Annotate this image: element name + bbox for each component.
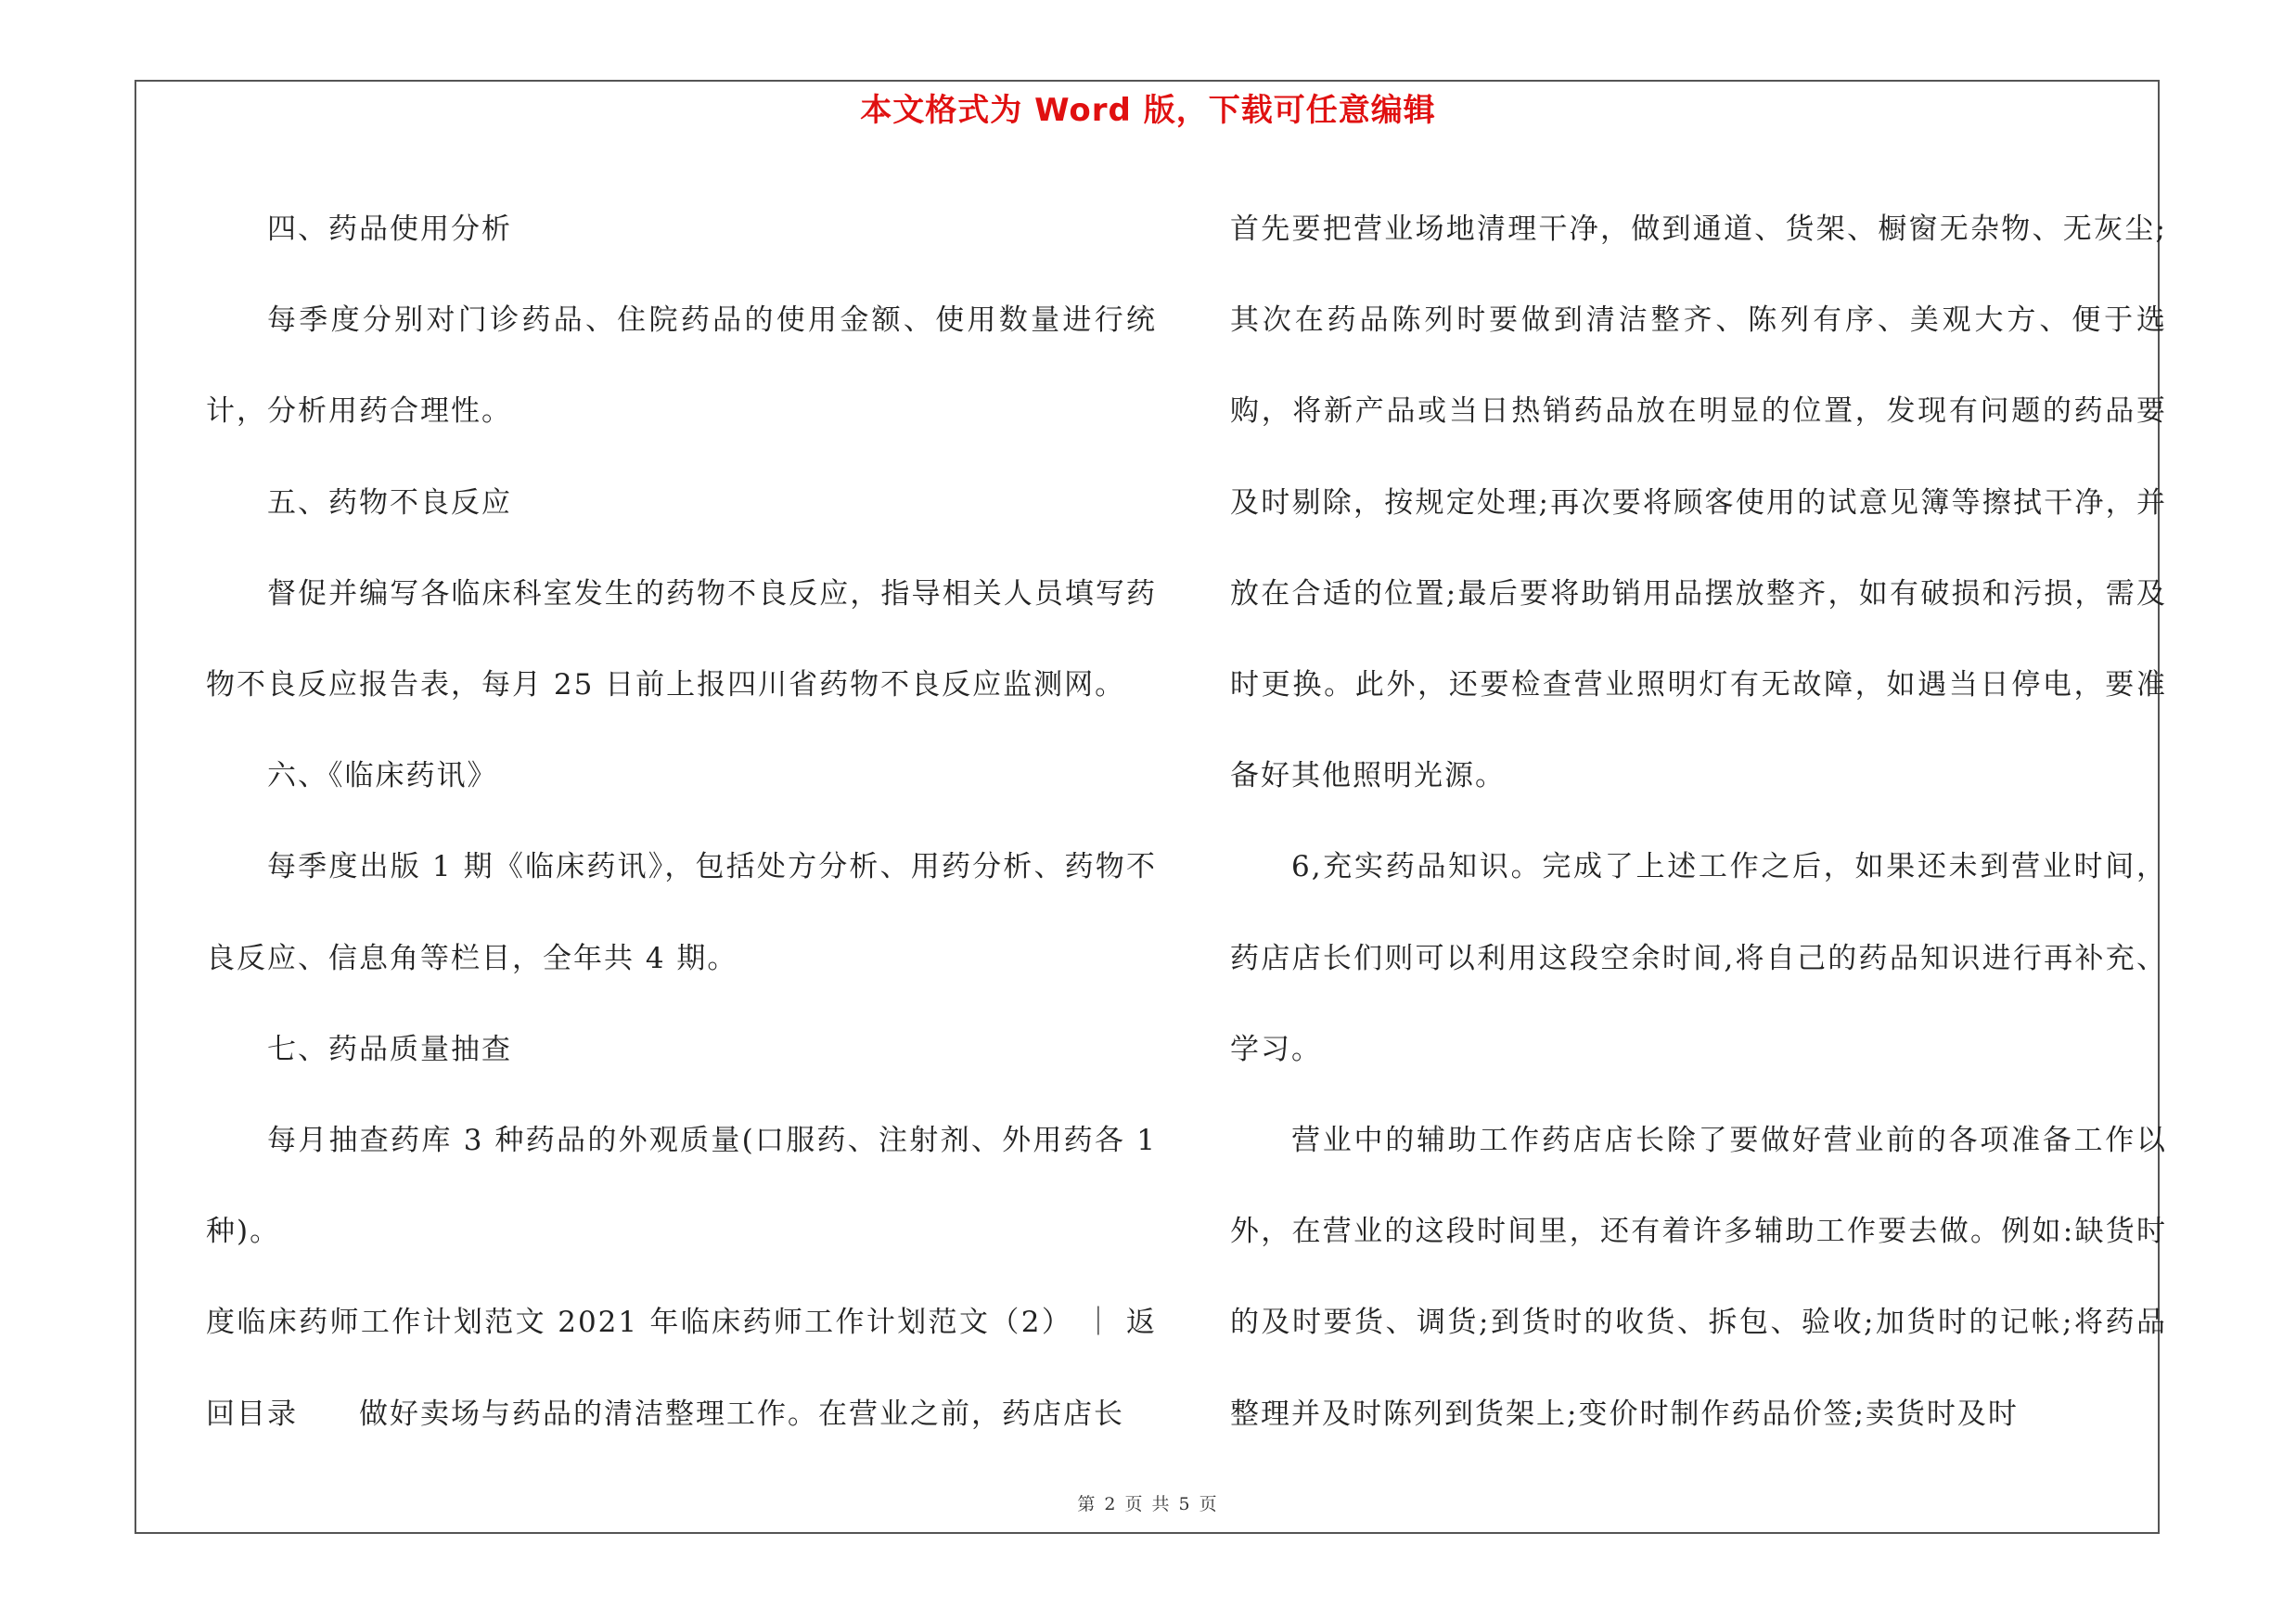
paragraph-cleaning-work: 度临床药师工作计划范文 2021 年临床药师工作计划范文（2） ｜ 返回目录 做好卖场与药品的清洁整理工作。在营业之前，药店店长 — [206, 1306, 1157, 1431]
heading-clinical-drug-news: 六、《临床药讯》 — [267, 759, 498, 793]
right-column — [1230, 184, 2167, 1460]
heading-adverse-reactions: 五、药物不良反应 — [267, 485, 512, 520]
paragraph-clinical-drug-news: 每季度出版 1 期《临床药讯》，包括处方分析、用药分析、药物不良反应、信息角等栏目，全年共 4 期。 — [206, 850, 1157, 975]
paragraph-drug-usage-analysis: 每季度分别对门诊药品、住院药品的使用金额、使用数量进行统计，分析用药合理性。 — [206, 303, 1157, 429]
paragraph-auxiliary-work: 营业中的辅助工作药店店长除了要做好营业前的各项准备工作以外，在营业的这段时间里，还有着许多辅助工作要去做。例如:缺货时的及时要货、调货;到货时的收货、拆包、验收;加货时的记帐;将药品整理并及时陈列到货架上;变价时制作药品价签;卖货时及时 — [1230, 1124, 2167, 1431]
paragraph-drug-knowledge: 6,充实药品知识。完成了上述工作之后，如果还未到营业时间，药店店长们则可以利用这段空余时间,将自己的药品知识进行再补充、学习。 — [1230, 850, 2167, 1066]
paragraph-adverse-reactions: 督促并编写各临床科室发生的药物不良反应，指导相关人员填写药物不良反应报告表，每月 25 日前上报四川省药物不良反应监测网。 — [206, 576, 1157, 702]
paragraph-store-cleaning: 首先要把营业场地清理干净，做到通道、货架、橱窗无杂物、无灰尘;其次在药品陈列时要做到清洁整齐、陈列有序、美观大方、便于选购，将新产品或当日热销药品放在明显的位置，发现有问题的药品要及时剔除，按规定处理;再次要将顾客使用的试意见簿等擦拭干净，并放在合适的位置;最后要将助销用品摆放整齐，如有破损和污损，需及时更换。此外，还要检查营业照明灯有无故障，如遇当日停电，要准备好其他照明光源。 — [1230, 213, 2167, 793]
word-format-banner: 本文格式为 Word 版，下载可任意编辑 — [860, 92, 1436, 129]
heading-drug-usage-analysis: 四、药品使用分析 — [267, 213, 512, 246]
left-column — [206, 184, 1157, 1460]
heading-quality-inspection: 七、药品质量抽查 — [267, 1032, 512, 1066]
page-number-footer: 第 2 页 共 5 页 — [1077, 1494, 1219, 1514]
paragraph-quality-inspection: 每月抽查药库 3 种药品的外观质量(口服药、注射剂、外用药各 1 种)。 — [206, 1124, 1157, 1249]
